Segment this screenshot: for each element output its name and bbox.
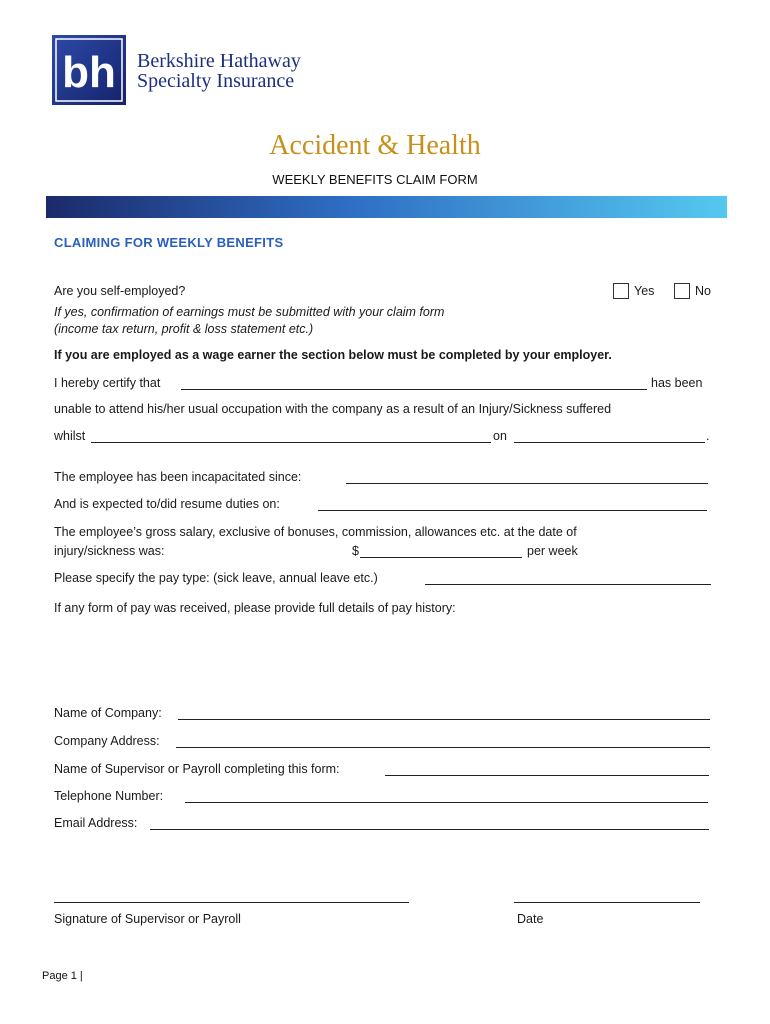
supervisor-field[interactable] [385, 775, 709, 776]
per-week-label: per week [527, 544, 578, 558]
header-band [46, 196, 727, 218]
email-label: Email Address: [54, 816, 138, 830]
incapacitated-label: The employee has been incapacitated since: [54, 470, 302, 484]
self-employed-question: Are you self-employed? [54, 284, 186, 298]
self-employed-note-2: (income tax return, profit & loss statement etc.) [54, 322, 314, 336]
whilst-label: whilst [54, 429, 86, 443]
page-number: Page 1 | [42, 970, 83, 982]
brand-name-line1: Berkshire Hathaway [137, 50, 301, 72]
resume-label: And is expected to/did resume duties on: [54, 497, 280, 511]
no-checkbox[interactable] [674, 283, 690, 299]
form-title: Accident & Health [269, 130, 481, 161]
resume-date-field[interactable] [318, 510, 707, 511]
email-field[interactable] [150, 829, 709, 830]
employer-note: If you are employed as a wage earner the section below must be completed by your employer. [54, 348, 612, 362]
company-name-label: Name of Company: [54, 706, 162, 720]
form-subtitle: WEEKLY BENEFITS CLAIM FORM [272, 172, 478, 187]
date-label: Date [517, 912, 544, 926]
pay-history-label: If any form of pay was received, please provide full details of pay history: [54, 601, 456, 615]
salary-amount-field[interactable] [360, 557, 522, 558]
company-address-field[interactable] [176, 747, 710, 748]
signature-field[interactable] [54, 902, 409, 903]
telephone-label: Telephone Number: [54, 789, 164, 803]
company-logo [52, 35, 126, 105]
telephone-field[interactable] [185, 802, 708, 803]
unable-statement: unable to attend his/her usual occupation with the company as a result of an Injury/Sickness suffered [54, 402, 612, 416]
company-name-field[interactable] [178, 719, 710, 720]
on-label: on [493, 429, 507, 443]
self-employed-note-1: If yes, confirmation of earnings must be submitted with your claim form [54, 305, 445, 319]
pay-type-field[interactable] [425, 584, 711, 585]
supervisor-label: Name of Supervisor or Payroll completing this form: [54, 762, 340, 776]
injury-date-field[interactable] [514, 442, 705, 443]
salary-statement-line2: injury/sickness was: [54, 544, 165, 558]
certify-prefix: I hereby certify that [54, 376, 161, 390]
section-heading: CLAIMING FOR WEEKLY BENEFITS [54, 235, 284, 250]
period-mark: . [706, 429, 710, 443]
incapacitated-date-field[interactable] [346, 483, 708, 484]
salary-statement-line1: The employee’s gross salary, exclusive of bonuses, commission, allowances etc. at the date of [54, 525, 577, 539]
yes-checkbox[interactable] [613, 283, 629, 299]
whilst-field[interactable] [91, 442, 491, 443]
certify-suffix: has been [651, 376, 703, 390]
company-address-label: Company Address: [54, 734, 160, 748]
signature-label: Signature of Supervisor or Payroll [54, 912, 241, 926]
no-label: No [695, 284, 711, 298]
brand-name-line2: Specialty Insurance [137, 70, 295, 92]
yes-label: Yes [634, 284, 655, 298]
dollar-sign: $ [352, 544, 359, 558]
date-field[interactable] [514, 902, 700, 903]
employee-name-field[interactable] [181, 389, 647, 390]
logo-monogram: bh [62, 48, 116, 97]
pay-type-label: Please specify the pay type: (sick leave, annual leave etc.) [54, 571, 378, 585]
